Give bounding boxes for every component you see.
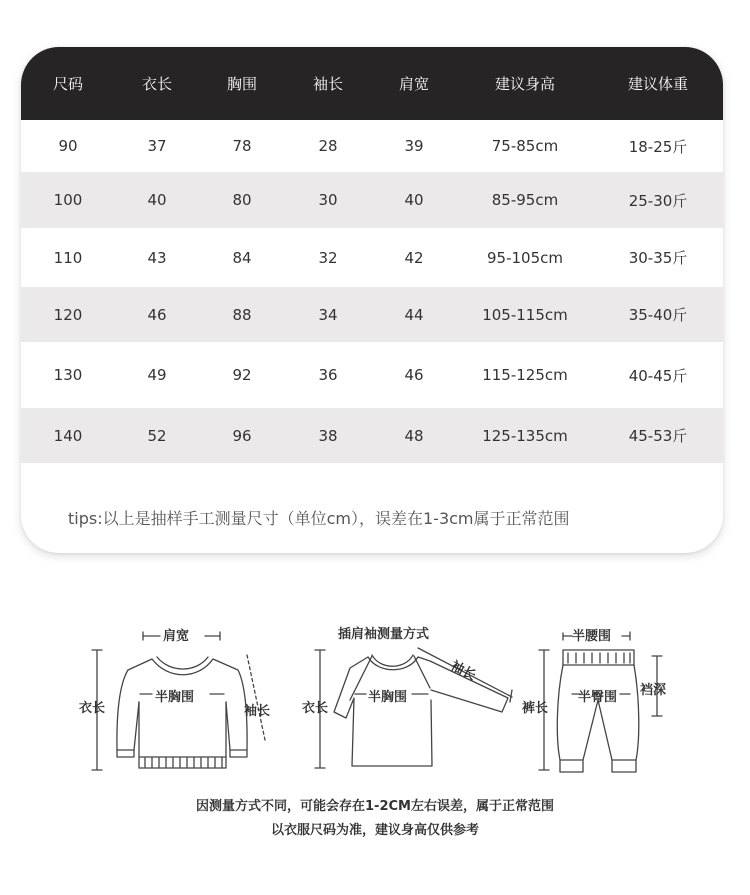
cell-shoulder: 40 — [404, 191, 424, 209]
cell-length: 49 — [147, 366, 167, 384]
cell-size: 110 — [53, 248, 83, 267]
header-length: 衣长 — [141, 75, 172, 93]
cell-height: 85-95cm — [491, 191, 559, 209]
pants-rise-label: 裆深 — [640, 683, 667, 698]
cell-size: 120 — [53, 305, 83, 324]
cell-shoulder: 39 — [404, 137, 424, 155]
cell-weight: 45-53斤 — [628, 427, 688, 445]
tips-text: tips:以上是抽样手工测量尺寸（单位cm），误差在1-3cm属于正常范围 — [68, 509, 570, 528]
cell-shoulder: 42 — [404, 248, 424, 267]
pants-half-thigh-label: 半臀围 — [578, 690, 618, 705]
table-row — [21, 287, 723, 342]
cell-length: 43 — [147, 248, 167, 267]
sweater-sleeve-label: 袖长 — [244, 704, 271, 719]
cell-sleeve: 34 — [318, 305, 338, 324]
cell-weight: 40-45斤 — [628, 366, 688, 385]
cell-weight: 25-30斤 — [628, 191, 688, 210]
cell-height: 105-115cm — [482, 305, 568, 324]
cell-height: 115-125cm — [482, 366, 568, 384]
sweater-length-label: 衣长 — [79, 701, 106, 716]
raglan-half-chest-label: 半胸围 — [368, 690, 408, 705]
cell-weight: 35-40斤 — [628, 306, 688, 324]
raglan-drawing — [334, 655, 508, 766]
sweater-shoulder-label: 肩宽 — [163, 629, 190, 644]
size-chart-card — [21, 47, 723, 553]
cell-sleeve: 30 — [318, 191, 338, 209]
raglan-sleeve-label: 袖长 — [448, 658, 479, 684]
sweater-half-chest-label: 半胸围 — [155, 690, 195, 705]
cell-size: 130 — [53, 366, 83, 384]
measurement-diagrams — [0, 600, 750, 895]
header-sleeve: 袖长 — [312, 75, 343, 93]
cell-size: 100 — [53, 191, 83, 209]
cell-height: 95-105cm — [487, 248, 563, 267]
raglan-length-label: 衣长 — [302, 701, 329, 716]
cell-chest: 88 — [232, 305, 252, 324]
header-size: 尺码 — [52, 75, 83, 93]
raglan-title: 插肩袖测量方式 — [338, 627, 430, 642]
cell-weight: 18-25斤 — [628, 137, 688, 156]
cell-chest: 78 — [232, 137, 252, 155]
header-chest: 胸围 — [226, 75, 257, 93]
cell-height: 125-135cm — [482, 426, 568, 445]
cell-weight: 30-35斤 — [628, 249, 688, 267]
cell-shoulder: 44 — [404, 305, 424, 324]
cell-sleeve: 38 — [318, 426, 338, 445]
cell-length: 46 — [147, 305, 167, 324]
cell-height: 75-85cm — [491, 137, 559, 155]
table-row — [21, 120, 723, 172]
cell-size: 140 — [53, 426, 83, 445]
note-line-1: 因测量方式不同，可能会存在1-2CM左右误差，属于正常范围 — [196, 799, 554, 814]
pants-length-label: 裤长 — [522, 701, 549, 716]
cell-sleeve: 28 — [318, 137, 338, 155]
cell-shoulder: 46 — [404, 366, 424, 384]
table-row — [21, 342, 723, 408]
cell-size: 90 — [58, 137, 78, 155]
cell-chest: 96 — [232, 426, 252, 445]
note-line-2: 以衣服尺码为准，建议身高仅供参考 — [270, 823, 479, 838]
table-row — [21, 228, 723, 287]
table-row — [21, 408, 723, 463]
cell-length: 40 — [147, 191, 167, 209]
table-row — [21, 172, 723, 228]
cell-chest: 84 — [232, 248, 252, 267]
header-shoulder: 肩宽 — [398, 75, 429, 93]
cell-shoulder: 48 — [404, 426, 424, 445]
table-header — [21, 47, 723, 120]
cell-sleeve: 36 — [318, 366, 338, 384]
pants-drawing — [557, 650, 638, 772]
cell-length: 52 — [147, 426, 167, 445]
header-weight: 建议体重 — [627, 75, 688, 93]
sweater-drawing — [117, 657, 247, 768]
pants-half-waist-label: 半腰围 — [572, 629, 612, 644]
cell-chest: 80 — [232, 191, 252, 209]
header-height: 建议身高 — [494, 75, 555, 93]
cell-sleeve: 32 — [318, 248, 338, 267]
cell-length: 37 — [147, 137, 167, 155]
cell-chest: 92 — [232, 366, 252, 384]
